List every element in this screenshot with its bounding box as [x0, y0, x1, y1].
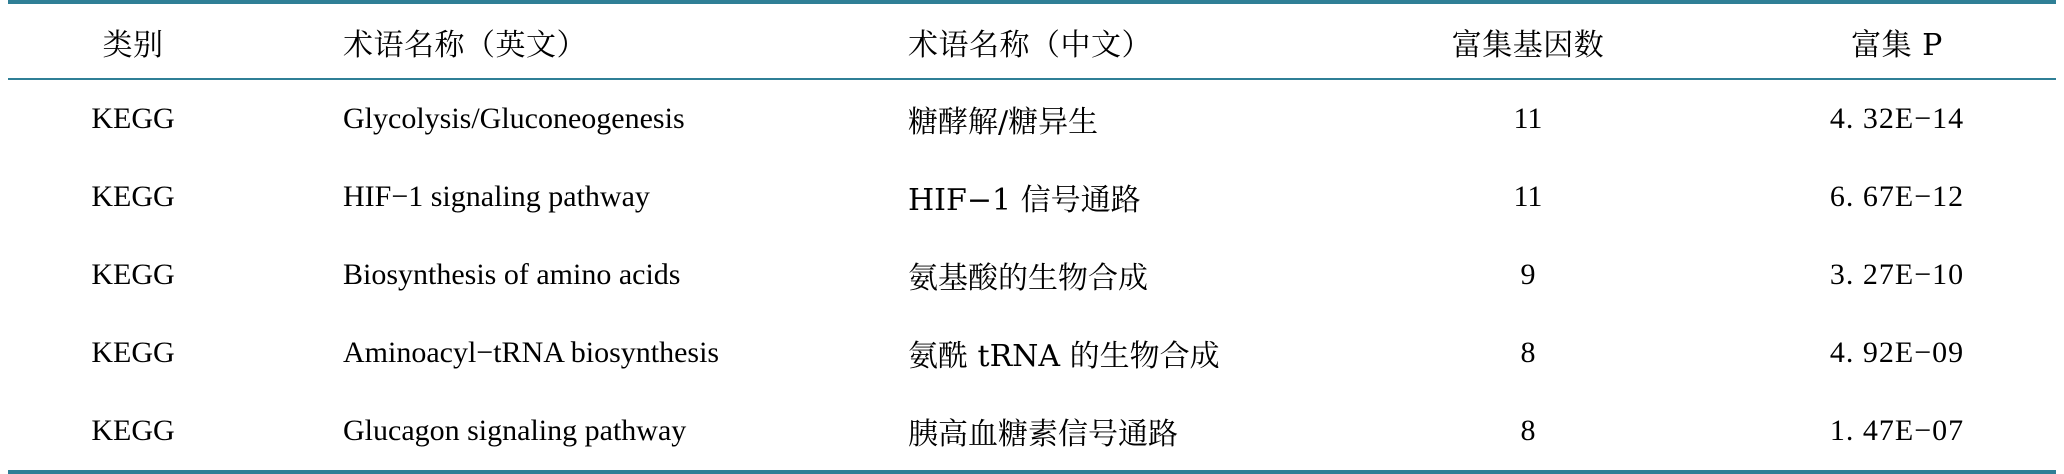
cell-p-value: 3. 27E−10: [1829, 258, 1965, 291]
cell-p-value: 4. 32E−14: [1829, 102, 1965, 135]
table-body: [8, 79, 2056, 472]
cell-term-cn: HIF−1 信号通路: [908, 183, 1141, 218]
cell-gene-count: 8: [1520, 414, 1536, 447]
cell-term-en: Aminoacyl−tRNA biosynthesis: [343, 336, 720, 369]
table-row: [8, 236, 2056, 314]
cell-gene-count: 9: [1520, 258, 1536, 291]
cell-category: KEGG: [91, 102, 175, 135]
cell-term-en: HIF−1 signaling pathway: [343, 180, 650, 213]
cell-p-value: 6. 67E−12: [1829, 180, 1965, 213]
cell-p-value: 1. 47E−07: [1829, 414, 1965, 447]
table-header: [8, 2, 2056, 79]
column-header-term-cn: 术语名称（中文）: [908, 28, 1152, 63]
cell-category: KEGG: [91, 414, 175, 447]
table-row: [8, 392, 2056, 472]
cell-category: KEGG: [91, 180, 175, 213]
column-header-gene-count: 富集基因数: [1451, 28, 1605, 63]
cell-term-en: Glucagon signaling pathway: [343, 414, 687, 447]
column-header-p-value: 富集 P: [1851, 28, 1943, 63]
column-header-term-en: 术语名称（英文）: [343, 29, 587, 62]
cell-term-cn: 氨酰 tRNA 的生物合成: [908, 339, 1220, 374]
cell-term-cn: 糖酵解/糖异生: [908, 105, 1099, 140]
cell-gene-count: 11: [1513, 102, 1543, 135]
cell-term-en: Glycolysis/Gluconeogenesis: [343, 102, 685, 135]
cell-term-en: Biosynthesis of amino acids: [343, 258, 681, 291]
cell-p-value: 4. 92E−09: [1829, 336, 1965, 369]
cell-category: KEGG: [91, 336, 175, 369]
table-row: [8, 314, 2056, 392]
table-header-row: [8, 2, 2056, 79]
cell-term-cn: 氨基酸的生物合成: [908, 261, 1148, 296]
cell-gene-count: 8: [1520, 336, 1536, 369]
column-header-category: 类别: [102, 28, 164, 63]
table-row: [8, 79, 2056, 158]
cell-gene-count: 11: [1513, 180, 1543, 213]
kegg-enrichment-table: [8, 0, 2056, 474]
cell-term-cn: 胰高血糖素信号通路: [908, 417, 1178, 452]
cell-category: KEGG: [91, 258, 175, 291]
table-row: [8, 158, 2056, 236]
